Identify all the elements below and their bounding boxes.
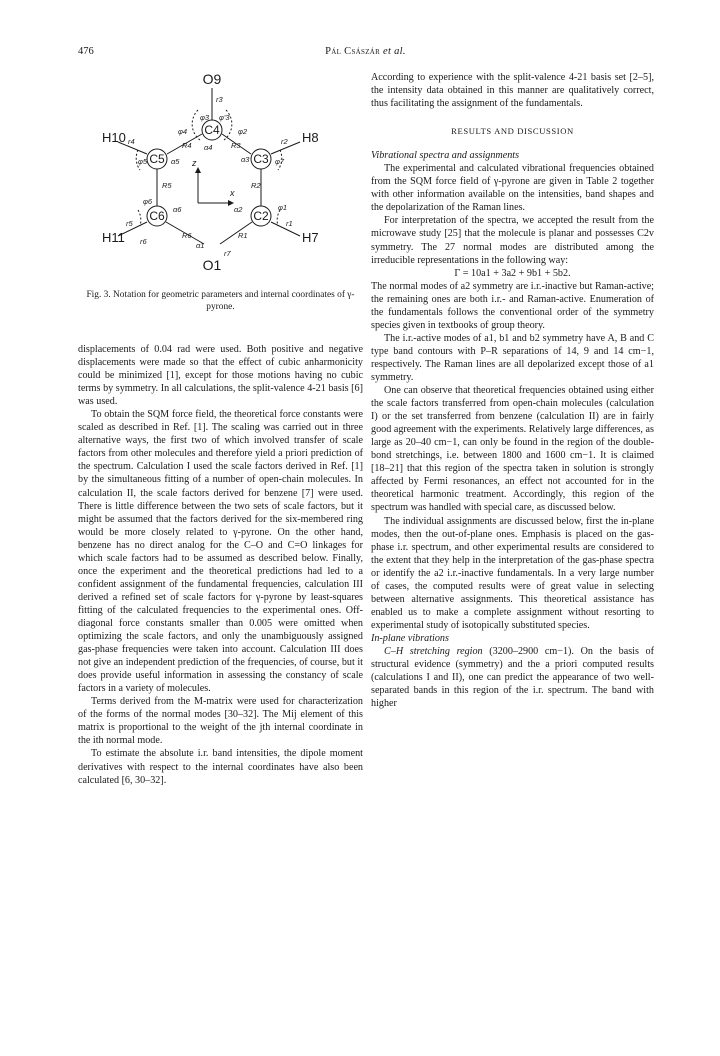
subsection-heading-inplane: In-plane vibrations: [371, 632, 449, 644]
atom-label-c3: C3: [253, 152, 269, 166]
param-phi3-prime: φ'3: [219, 113, 230, 122]
page-number: 476: [78, 46, 94, 57]
param-r5: r5: [126, 219, 133, 228]
param-phi2: φ2: [238, 127, 248, 136]
right-paragraph-5: The i.r.-active modes of a1, b1 and b2 symmetry have A, B and C type band contours with P–R separations of 14, 9 and 14 cm−1, respectively. The Raman lines are all depolarized except those of a1 symmetry.: [371, 332, 654, 383]
param-phi5: φ5: [138, 157, 148, 166]
param-r1: r1: [286, 219, 293, 228]
right-paragraph-4: The normal modes of a2 symmetry are i.r.-inactive but Raman-active; the remaining ones are both i.r.- and Raman-active. Enumeration of the fundamentals follows the conventional order of the symmetry species given in textbooks of group theory.: [371, 280, 654, 331]
right-paragraph-2: The experimental and calculated vibrational frequencies obtained from the SQM force field of γ-pyrone are given in Table 2 together with other information available on the intensities, band shapes and the depolarization of the Raman lines.: [371, 163, 654, 214]
param-R3: R3: [231, 141, 241, 150]
param-phi6: φ6: [143, 197, 153, 206]
param-phi4: φ4: [178, 127, 188, 136]
right-paragraph-1: According to experience with the split-valence 4-21 basis set [2–5], the intensity data obtained in this manner are qualitatively correct, thus facilitating the assignment of the fundamentals.: [371, 72, 654, 110]
param-alpha2: α2: [234, 205, 243, 214]
atom-label-h7: H7: [302, 230, 319, 245]
atom-label-o9: O9: [202, 71, 222, 87]
param-r7: r7: [224, 249, 231, 258]
figure-caption: Fig. 3. Notation for geometric parameters and internal coordinates of γ-pyrone.: [86, 290, 355, 312]
param-r6: r6: [140, 237, 147, 246]
param-phi1: φ1: [278, 203, 288, 212]
param-r4: r4: [128, 137, 135, 146]
axis-label-x: x: [230, 188, 235, 198]
left-paragraph-3: Terms derived from the M-matrix were used for characterization of the forms of the normal modes [30–32]. The Mij element of this matrix is proportional to the weight of the jth internal coordinate in the ith normal mode.: [78, 696, 363, 747]
atom-label-h11: H11: [102, 230, 125, 245]
pyrone-diagram: [78, 70, 363, 285]
param-R6: R6: [182, 231, 192, 240]
param-r3: r3: [216, 95, 223, 104]
symmetry-equation: Γ = 10a1 + 3a2 + 9b1 + 5b2.: [454, 267, 571, 279]
ch-stretching-lead: C–H stretching region: [384, 645, 483, 657]
atom-label-c5: C5: [149, 152, 165, 166]
right-paragraph-6: One can observe that theoretical frequencies obtained using either the scale factors transferred from open-chain molecules (calculation I) or the set transferred from benzene (calculation II) are in fairly good agreement with the experiments. Relatively large differences, as large as 20–40 cm−1, can only be found in the region of the double-bond stretchings, i.e. between 1800 and 1600 cm−1. It is claimed [18–21] that this region of the spectra taken in solution is strongly affected by Fermi resonances, an effect not accounted for in the theoretical harmonic treatment. Accordingly, this region of the spectrum was handled with special care, as discussed below.: [371, 385, 654, 514]
subsection-heading: Vibrational spectra and assignments: [371, 150, 520, 162]
atom-label-c4: C4: [204, 123, 220, 137]
param-r2: r2: [281, 137, 288, 146]
running-title-suffix: et al.: [380, 46, 406, 57]
param-alpha3: α3: [241, 155, 250, 164]
left-paragraph-4: To estimate the absolute i.r. band intensities, the dipole moment derivatives with respect to the internal coordinates have also been calculated [6, 30–32].: [78, 748, 363, 786]
right-paragraph-7: The individual assignments are discussed below, first the in-plane modes, then the out-of-plane ones. Emphasis is placed on the gas-phase i.r. spectrum, and other experimental results are considered to the extent that they help in the interpretation of the gas-phase spectra or identify the a2 i.r.-inactive fundamentals. In a very large number of cases, the computed results were of great value in selecting between alternative assignments. This theoretical assistance has enabled us to make a complete assignment without resorting to experimental study of isotopically substituted species.: [371, 515, 654, 631]
axis-label-z: z: [192, 158, 197, 168]
atom-label-o1: O1: [202, 257, 222, 273]
param-R5: R5: [162, 181, 172, 190]
param-R1: R1: [238, 231, 248, 240]
param-phi7: φ7: [275, 157, 285, 166]
running-header: [78, 46, 653, 60]
atom-label-h8: H8: [302, 130, 319, 145]
param-alpha6: α6: [173, 205, 182, 214]
right-paragraph-8: [371, 645, 654, 710]
right-column: [371, 71, 654, 710]
atom-label-h10: H10: [102, 130, 126, 145]
param-R2: R2: [251, 181, 261, 190]
section-heading: RESULTS AND DISCUSSION: [451, 126, 574, 137]
figure-3: [78, 70, 363, 320]
param-alpha4: α4: [204, 143, 213, 152]
left-column: [78, 343, 363, 787]
left-paragraph-2: To obtain the SQM force field, the theoretical force constants were scaled as described in Ref. [1]. The scaling was carried out in three alternative ways, the first two of which involved transfer of scale factors from other molecules and therefore yield a priori prediction of the spectrum. Calculation I used the scale factors derived in Ref. [1] by the simultaneous fitting of a number of open-chain molecules. In calculation II, the scale factors derived for benzene [7] were used. There is little difference between the two sets of scale factors, but it might be assumed that the factors derived for the six-membered ring would be more closely related to γ-pyrone. On the other hand, benzene has no direct analog for the C–O and C=O linkages for which scale factors had to be assumed as described below. Finally, once the experiment and the theoretical predictions had led to a confident assignment of the fundamental frequencies, calculation III derived a refined set of scale factors for γ-pyrone by least-squares fitting of the calculated frequencies to the experimental ones. Off-diagonal force constants smaller than 0.005 were omitted when optimizing the scale factors, and only the unambiguously assigned gas-phase frequencies were taken into account. Calculation III does not give an independent prediction of the frequencies, of course, but it does provide useful information in assessing the constancy of scale factors in a variety of molecules.: [78, 409, 363, 695]
param-phi3: φ3: [200, 113, 210, 122]
param-alpha1: α1: [196, 241, 205, 250]
right-paragraph-8-body: (3200–2900 cm−1). On the basis of structural evidence (symmetry) and the a priori computed results (calculations I and II), one can predict the appearance of two well-separated bands in this region of the i.r. spectrum. The band with higher: [371, 645, 654, 710]
right-paragraph-3: For interpretation of the spectra, we accepted the result from the microwave study [25] that the molecule is planar and possesses C2v symmetry. The 27 normal modes are distributed among the irreducible representations in the following way:: [371, 215, 654, 266]
running-title: [78, 46, 653, 57]
left-paragraph-1: displacements of 0.04 rad were used. Both positive and negative displacements were made so that the effect of cubic anharmonicity could be minimized [1], except for those motions having no cubic terms by symmetry. In all calculations, the split-valence 4-21 basis [6] was used.: [78, 344, 363, 408]
param-R4: R4: [182, 141, 192, 150]
param-alpha5: α5: [171, 157, 180, 166]
atom-label-c6: C6: [149, 209, 165, 223]
atom-label-c2: C2: [253, 209, 269, 223]
running-title-authors: Pál Császár: [325, 46, 381, 57]
